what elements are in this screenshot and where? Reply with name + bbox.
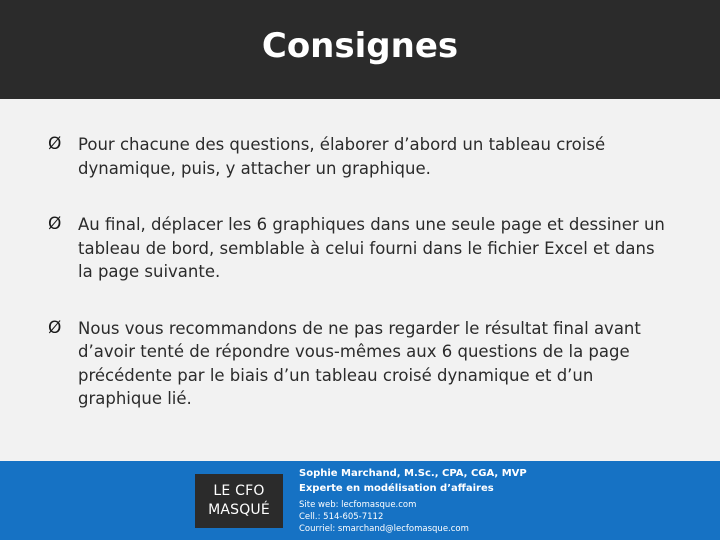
arrow-bullet-icon: Ø xyxy=(48,134,62,154)
bullet-text: Au final, déplacer les 6 graphiques dans une seule page et dessiner un tableau de bord, semblable à celui fourni dans le fichier Excel et dans la page suivante. xyxy=(78,215,665,281)
logo-line-2: MASQUÉ xyxy=(208,502,270,518)
bullet-item xyxy=(48,133,668,180)
arrow-bullet-icon: Ø xyxy=(48,214,62,234)
bullet-text: Nous vous recommandons de ne pas regarder le résultat final avant d’avoir tenté de répondre vous-mêmes aux 6 questions de la page précédente par le biais d’un tableau croisé dynamique et d’un graphique lié. xyxy=(78,318,641,408)
bullet-text: Pour chacune des questions, élaborer d’abord un tableau croisé dynamique, puis, y attacher un graphique. xyxy=(78,135,606,178)
contact-phone: Cell.: 514-605-7112 xyxy=(299,512,384,522)
contact-name: Sophie Marchand, M.Sc., CPA, CGA, MVP xyxy=(299,468,527,479)
bullet-item xyxy=(48,317,668,411)
logo-line-1: LE CFO xyxy=(213,483,265,499)
contact-block xyxy=(299,466,527,535)
bullet-item xyxy=(48,213,668,284)
bullet-list xyxy=(48,133,668,444)
arrow-bullet-icon: Ø xyxy=(48,317,62,338)
contact-email: Courriel: smarchand@lecfomasque.com xyxy=(299,524,469,534)
contact-role: Experte en modélisation d’affaires xyxy=(299,483,494,494)
slide-title: Consignes xyxy=(261,26,459,66)
company-logo xyxy=(195,474,283,528)
contact-website: Site web: lecfomasque.com xyxy=(299,500,417,510)
